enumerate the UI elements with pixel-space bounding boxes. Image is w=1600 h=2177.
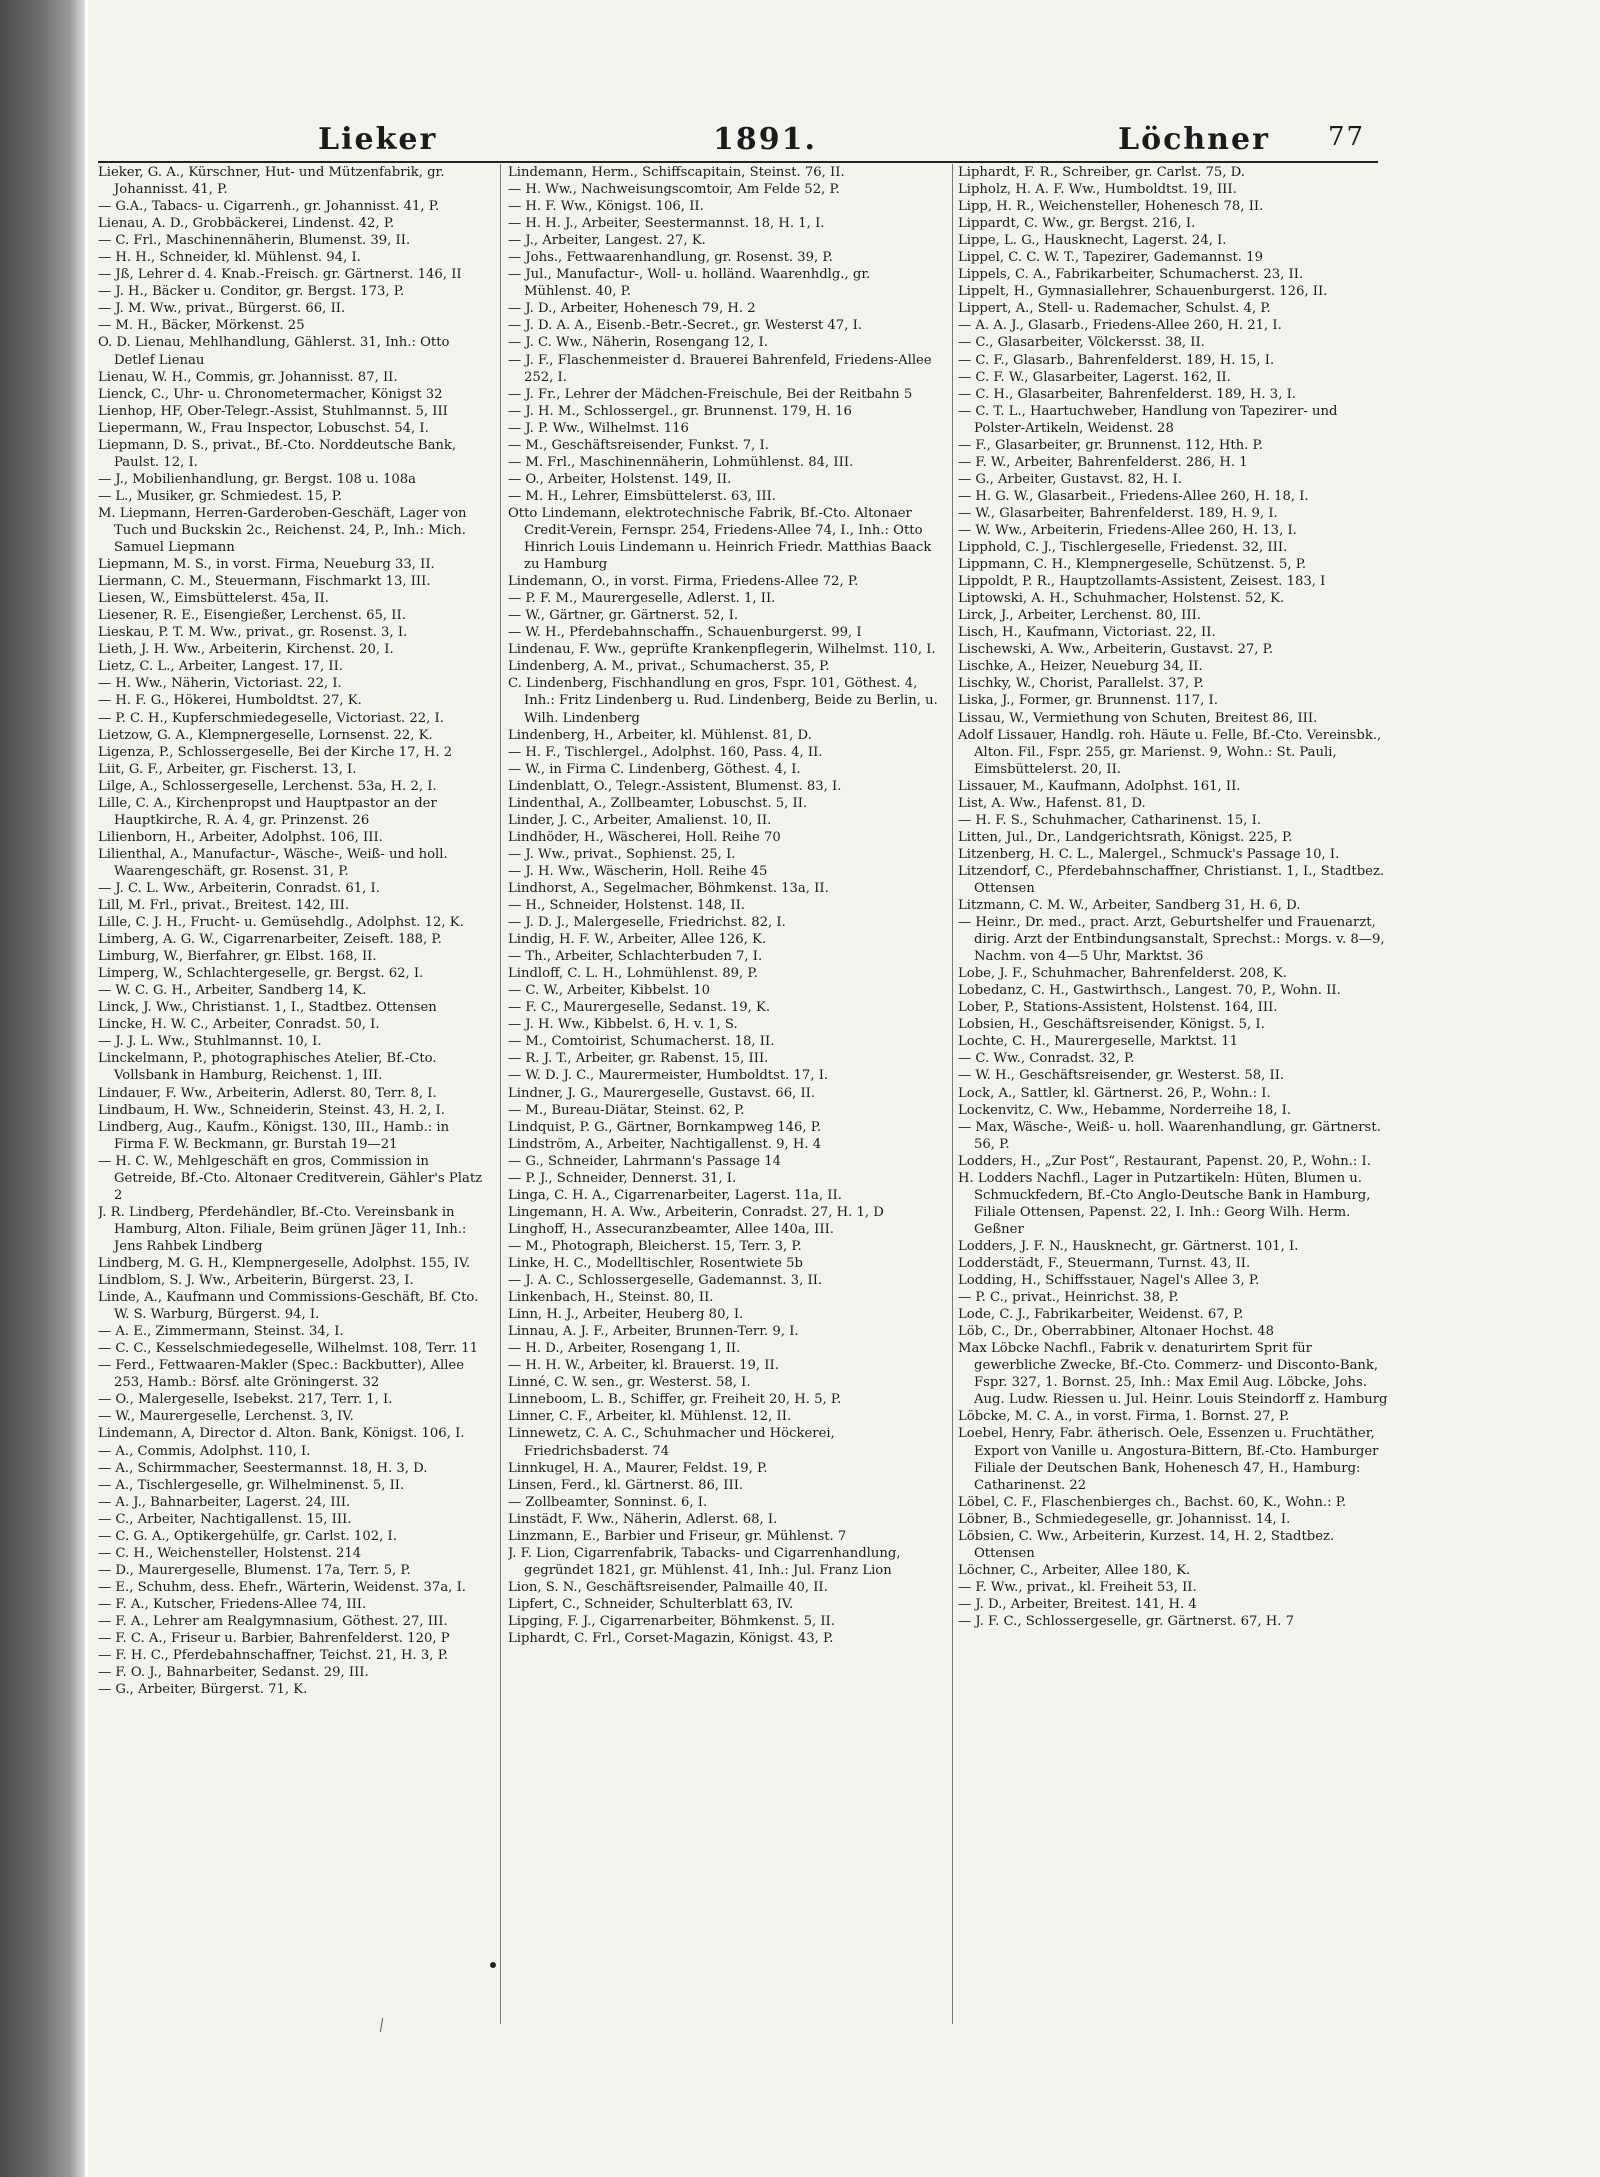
directory-entry: List, A. Ww., Hafenst. 81, D. (958, 795, 1146, 811)
directory-entry: — M., Geschäftsreisender, Funkst. 7, I. (508, 437, 769, 453)
directory-entry: Loebel, Henry, Fabr. ätherisch. Oele, Essenzen u. Fruchtäther, Export von Vanille u. Angostura-Bittern, Bf.-Cto. Hamburger Filiale der Deutschen Bank, Hohenesch 47, H., Hamburg: Catharinenst. 22 (958, 1426, 1379, 1493)
directory-entry: — M., Photograph, Bleicherst. 15, Terr. 3, P. (508, 1238, 802, 1254)
column-right (958, 164, 1388, 2044)
directory-entry: Lindquist, P. G., Gärtner, Bornkampweg 146, P. (508, 1119, 822, 1135)
directory-entry: Lipging, F. J., Cigarrenarbeiter, Böhmkenst. 5, II. (508, 1613, 835, 1629)
directory-entry: Lindhöder, H., Wäscherei, Holl. Reihe 70 (508, 829, 781, 845)
directory-entry: — P. C. H., Kupferschmiedegeselle, Victoriast. 22, I. (98, 710, 444, 726)
directory-entry: Limperg, W., Schlachtergeselle, gr. Bergst. 62, I. (98, 966, 424, 982)
directory-entry: Lindemann, A, Director d. Alton. Bank, Königst. 106, I. (98, 1426, 465, 1442)
directory-entry: — C. C., Kesselschmiedegeselle, Wilhelmst. 108, Terr. 11 (98, 1341, 478, 1357)
directory-entry: — J. D., Arbeiter, Hohenesch 79, H. 2 (508, 301, 756, 317)
directory-entry: — F. C., Maurergeselle, Sedanst. 19, K. (508, 1000, 771, 1016)
directory-entry: Lodding, H., Schiffsstauer, Nagel's Allee 3, P. (958, 1273, 1260, 1289)
directory-entry: — F. H. C., Pferdebahnschaffner, Teichst. 21, H. 3, P. (98, 1648, 449, 1664)
directory-entry: — W., Gärtner, gr. Gärtnerst. 52, I. (508, 608, 739, 624)
directory-entry: Lienau, W. H., Commis, gr. Johannisst. 87, II. (98, 369, 398, 385)
directory-entry: — Zollbeamter, Sonninst. 6, I. (508, 1494, 708, 1510)
directory-entry: Litzmann, C. M. W., Arbeiter, Sandberg 31, H. 6, D. (958, 898, 1301, 914)
directory-entry: — J. H. Ww., Kibbelst. 6, H. v. 1, S. (508, 1017, 738, 1033)
directory-entry: — H. Ww., Nachweisungscomtoir, Am Felde 52, P. (508, 182, 840, 198)
directory-entry: — J. P. Ww., Wilhelmst. 116 (508, 420, 689, 436)
directory-entry: — H. C. W., Mehlgeschäft en gros, Commission in Getreide, Bf.-Cto. Altonaer Creditverein, Gähler's Platz 2 (98, 1153, 483, 1203)
directory-entry: — J. F. C., Schlossergeselle, gr. Gärtnerst. 67, H. 7 (958, 1613, 1295, 1629)
directory-entry: Linnau, A. J. F., Arbeiter, Brunnen-Terr. 9, I. (508, 1324, 799, 1340)
directory-entry: — C., Glasarbeiter, Völckersst. 38, II. (958, 335, 1205, 351)
directory-entry: — J., Arbeiter, Langest. 27, K. (508, 233, 706, 249)
directory-entry: Linner, C. F., Arbeiter, kl. Mühlenst. 12, II. (508, 1409, 792, 1425)
directory-entry: Linke, H. C., Modelltischler, Rosentwiete 5b (508, 1256, 803, 1271)
directory-entry: — C. W., Arbeiter, Kibbelst. 10 (508, 983, 711, 999)
directory-entry: — J. J. L. Ww., Stuhlmannst. 10, I. (98, 1034, 322, 1050)
directory-entry: Löbel, C. F., Flaschenbierges ch., Bachst. 60, K., Wohn.: P. (958, 1494, 1347, 1510)
directory-entry: Liphardt, F. R., Schreiber, gr. Carlst. 75, D. (958, 165, 1245, 180)
directory-entry: — C., Arbeiter, Nachtigallenst. 15, III. (98, 1511, 352, 1527)
directory-entry: Lischewski, A. Ww., Arbeiterin, Gustavst. 27, P. (958, 642, 1274, 658)
directory-entry: — J., Mobilienhandlung, gr. Bergst. 108 u. 108a (98, 471, 417, 487)
directory-entry: Lockenvitz, C. Ww., Hebamme, Norderreihe 18, I. (958, 1102, 1292, 1118)
directory-entry: — J. H. M., Schlossergel., gr. Brunnenst. 179, H. 16 (508, 403, 852, 419)
directory-entry: — C. Frl., Maschinennäherin, Blumenst. 39, II. (98, 233, 411, 249)
directory-entry: Lion, S. N., Geschäftsreisender, Palmaille 40, II. (508, 1579, 828, 1595)
directory-entry: Lippert, A., Stell- u. Rademacher, Schulst. 4, P. (958, 301, 1271, 317)
directory-entry: — F. O. J., Bahnarbeiter, Sedanst. 29, III. (98, 1665, 369, 1681)
directory-entry: — A., Schirmmacher, Seestermannst. 18, H. 3, D. (98, 1460, 428, 1476)
directory-entry: Linde, A., Kaufmann und Commissions-Geschäft, Bf. Cto. W. S. Warburg, Bürgerst. 94, I. (98, 1290, 479, 1323)
directory-entry: Liesen, W., Eimsbüttelerst. 45a, II. (98, 591, 329, 607)
directory-entry: — O., Arbeiter, Holstenst. 149, II. (508, 471, 732, 487)
directory-entry: Lischky, W., Chorist, Parallelst. 37, P. (958, 676, 1204, 692)
page-dot-mark (490, 1962, 496, 1968)
directory-entry: Lieskau, P. T. M. Ww., privat., gr. Rosenst. 3, I. (98, 625, 408, 641)
directory-entry: — M., Comtoirist, Schumacherst. 18, II. (508, 1034, 775, 1050)
directory-entry: — H., Schneider, Holstenst. 148, II. (508, 898, 746, 914)
directory-entry: Lodders, H., „Zur Post“, Restaurant, Papenst. 20, P., Wohn.: I. (958, 1153, 1371, 1169)
directory-entry: Lindenberg, H., Arbeiter, kl. Mühlenst. 81, D. (508, 727, 812, 743)
directory-entry: Linghoff, H., Assecuranzbeamter, Allee 140a, III. (508, 1221, 835, 1237)
directory-entry: Linga, C. H. A., Cigarrenarbeiter, Lagerst. 11a, II. (508, 1187, 842, 1203)
directory-entry: Lischke, A., Heizer, Neueburg 34, II. (958, 659, 1203, 675)
directory-entry: J. F. Lion, Cigarrenfabrik, Tabacks- und Cigarrenhandlung, gegründet 1821, gr. Mühlenst. 41, Inh.: Jul. Franz Lion (508, 1545, 901, 1578)
directory-entry: — Johs., Fettwaarenhandlung, gr. Rosenst. 39, P. (508, 250, 833, 266)
directory-entry: — P. F. M., Maurergeselle, Adlerst. 1, II. (508, 591, 776, 607)
directory-entry: — J. Fr., Lehrer der Mädchen-Freischule, Bei der Reitbahn 5 (508, 386, 913, 402)
directory-entry: — G., Arbeiter, Bürgerst. 71, K. (98, 1682, 308, 1698)
directory-columns (98, 164, 1388, 2044)
directory-entry: Lirck, J., Arbeiter, Lerchenst. 80, III. (958, 608, 1201, 624)
directory-entry: Lippmann, C. H., Klempnergeselle, Schützenst. 5, P. (958, 557, 1307, 573)
directory-entry: Löb, C., Dr., Oberrabbiner, Altonaer Hochst. 48 (958, 1324, 1275, 1340)
directory-entry: — A., Commis, Adolphst. 110, I. (98, 1443, 311, 1459)
directory-entry: Lindenthal, A., Zollbeamter, Lobuschst. 5, II. (508, 795, 808, 811)
directory-entry: Lienck, C., Uhr- u. Chronometermacher, Königst 32 (98, 386, 443, 402)
directory-entry: — W. H., Geschäftsreisender, gr. Westerst. 58, II. (958, 1068, 1285, 1084)
directory-entry: Lodderstädt, F., Steuermann, Turnst. 43, II. (958, 1256, 1251, 1271)
directory-entry: — H. H. J., Arbeiter, Seestermannst. 18, H. 1, I. (508, 216, 825, 232)
directory-entry: J. R. Lindberg, Pferdehändler, Bf.-Cto. Vereinsbank in Hamburg, Alton. Filiale, Beim grünen Jäger 11, Inh.: Jens Rahbek Lindberg (98, 1204, 467, 1254)
directory-entry: — M., Bureau-Diätar, Steinst. 62, P. (508, 1102, 745, 1118)
directory-entry: — A., Tischlergeselle, gr. Wilhelminenst. 5, II. (98, 1477, 405, 1493)
directory-entry: Otto Lindemann, elektrotechnische Fabrik, Bf.-Cto. Altonaer Credit-Verein, Fernspr. 254, Friedens-Allee 74, I., Inh.: Otto Hinrich Louis Lindemann u. Heinrich Friedr. Matthias Baack zu Hamburg (508, 505, 932, 573)
directory-entry: Limburg, W., Bierfahrer, gr. Elbst. 168, II. (98, 949, 377, 965)
directory-entry: Lindbaum, H. Ww., Schneiderin, Steinst. 43, H. 2, I. (98, 1102, 445, 1118)
directory-entry: — C. T. L., Haartuchweber, Handlung von Tapezirer- und Polster-Artikeln, Weidenst. 28 (958, 403, 1338, 436)
directory-entry: — G., Arbeiter, Gustavst. 82, H. I. (958, 471, 1182, 487)
directory-entry: Lober, P., Stations-Assistent, Holstenst. 164, III. (958, 1000, 1278, 1016)
directory-entry: Lippel, C. C. W. T., Tapezirer, Gademannst. 19 (958, 250, 1263, 266)
directory-entry: — J. C. Ww., Näherin, Rosengang 12, I. (508, 335, 768, 351)
directory-entry: Lieth, J. H. Ww., Arbeiterin, Kirchenst. 20, I. (98, 642, 394, 658)
header-first-entry: Lieker (318, 122, 438, 157)
directory-entry: Lingemann, H. A. Ww., Arbeiterin, Conradst. 27, H. 1, D (508, 1204, 884, 1220)
directory-entry: — H. D., Arbeiter, Rosengang 1, II. (508, 1341, 741, 1357)
directory-entry: — F. A., Lehrer am Realgymnasium, Göthest. 27, III. (98, 1613, 448, 1629)
directory-entry: — F. Ww., privat., kl. Freiheit 53, II. (958, 1579, 1197, 1595)
directory-entry: — M. H., Lehrer, Eimsbüttelerst. 63, III. (508, 488, 776, 504)
directory-entry: — H. F. Ww., Königst. 106, II. (508, 199, 704, 215)
directory-entry: — Jß, Lehrer d. 4. Knab.-Freisch. gr. Gärtnerst. 146, II (98, 267, 462, 283)
directory-entry: Liptowski, A. H., Schuhmacher, Holstenst. 52, K. (958, 591, 1285, 607)
directory-entry: — C. F. W., Glasarbeiter, Lagerst. 162, II. (958, 369, 1231, 385)
directory-entry: — C. G. A., Optikergehülfe, gr. Carlst. 102, I. (98, 1528, 397, 1544)
directory-entry: — F. C. A., Friseur u. Barbier, Bahrenfelderst. 120, P (98, 1631, 450, 1647)
directory-entry: Linstädt, F. Ww., Näherin, Adlerst. 68, I. (508, 1511, 778, 1527)
directory-entry: — H. H., Schneider, kl. Mühlenst. 94, I. (98, 250, 361, 266)
directory-entry: — C. Ww., Conradst. 32, P. (958, 1051, 1135, 1067)
directory-entry: — H. Ww., Näherin, Victoriast. 22, I. (98, 676, 342, 692)
directory-entry: Lippelt, H., Gymnasiallehrer, Schauenburgerst. 126, II. (958, 284, 1328, 300)
directory-entry: — W., in Firma C. Lindenberg, Göthest. 4, I. (508, 761, 801, 777)
directory-entry: Lienhop, HF, Ober-Telegr.-Assist, Stuhlmannst. 5, III (98, 403, 448, 419)
directory-entry: Lobedanz, C. H., Gastwirthsch., Langest. 70, P., Wohn. II. (958, 983, 1341, 999)
directory-entry: Linsen, Ferd., kl. Gärtnerst. 86, III. (508, 1477, 744, 1493)
directory-entry: Litzenberg, H. C. L., Malergel., Schmuck's Passage 10, I. (958, 846, 1340, 862)
directory-entry: Löbcke, M. C. A., in vorst. Firma, 1. Bornst. 27, P. (958, 1409, 1290, 1425)
directory-entry: Lindig, H. F. W., Arbeiter, Allee 126, K. (508, 932, 767, 948)
directory-entry: Lille, C. J. H., Frucht- u. Gemüsehdlg., Adolphst. 12, K. (98, 915, 464, 931)
directory-entry: H. Lodders Nachfl., Lager in Putzartikeln: Hüten, Blumen u. Schmuckfedern, Bf.-Cto Anglo-Deutsche Bank in Hamburg, Filiale Ottensen, Papenst. 22, I. Inh.: Georg Wilh. Herm. Geßner (958, 1170, 1371, 1237)
directory-entry: Liepermann, W., Frau Inspector, Lobuschst. 54, I. (98, 420, 429, 436)
directory-entry: Lochte, C. H., Maurergeselle, Marktst. 11 (958, 1034, 1239, 1050)
directory-entry: — H. G. W., Glasarbeit., Friedens-Allee 260, H. 18, I. (958, 488, 1309, 504)
column-left (98, 164, 488, 2044)
directory-entry: Lindemann, O., in vorst. Firma, Friedens-Allee 72, P. (508, 574, 859, 590)
directory-entry: Liermann, C. M., Steuermann, Fischmarkt 13, III. (98, 574, 431, 590)
directory-entry: Lill, M. Frl., privat., Breitest. 142, III. (98, 898, 350, 914)
directory-entry: Ligenza, P., Schlossergeselle, Bei der Kirche 17, H. 2 (98, 744, 453, 760)
directory-entry: — J. H. Ww., Wäscherin, Holl. Reihe 45 (508, 863, 768, 879)
directory-entry: — J. D. J., Malergeselle, Friedrichst. 82, I. (508, 915, 786, 931)
directory-entry: Lietzow, G. A., Klempnergeselle, Lornsenst. 22, K. (98, 727, 433, 743)
directory-entry: Lilge, A., Schlossergeselle, Lerchenst. 53a, H. 2, I. (98, 778, 437, 794)
directory-entry: — C. H., Weichensteller, Holstenst. 214 (98, 1545, 362, 1561)
directory-entry: — W. H., Pferdebahnschaffn., Schauenburgerst. 99, I (508, 625, 862, 641)
directory-entry: — W. Ww., Arbeiterin, Friedens-Allee 260, H. 13, I. (958, 522, 1297, 538)
directory-entry: — J. M. Ww., privat., Bürgerst. 66, II. (98, 301, 346, 317)
directory-entry: Lipp, H. R., Weichensteller, Hohenesch 78, II. (958, 199, 1264, 215)
directory-entry: Lindhorst, A., Segelmacher, Böhmkenst. 13a, II. (508, 880, 829, 896)
directory-entry: Linck, J. Ww., Christianst. 1, I., Stadtbez. Ottensen (98, 1000, 437, 1016)
directory-entry: — F., Glasarbeiter, gr. Brunnenst. 112, Hth. P. (958, 437, 1263, 453)
directory-entry: — P. J., Schneider, Dennerst. 31, I. (508, 1170, 737, 1186)
directory-entry: Lissau, W., Vermiethung von Schuten, Breitest 86, III. (958, 710, 1318, 726)
directory-entry: Liska, J., Former, gr. Brunnenst. 117, I. (958, 693, 1218, 709)
directory-entry: Linckelmann, P., photographisches Atelier, Bf.-Cto. Vollsbank in Hamburg, Reichenst. 1, III. (98, 1051, 437, 1084)
directory-entry: Lietz, C. L., Arbeiter, Langest. 17, II. (98, 659, 343, 675)
directory-entry: — Th., Arbeiter, Schlachterbuden 7, I. (508, 949, 763, 965)
directory-entry: Lindloff, C. L. H., Lohmühlenst. 89, P. (508, 966, 758, 982)
directory-entry: Lindenblatt, O., Telegr.-Assistent, Blumenst. 83, I. (508, 778, 842, 794)
directory-entry: Lippardt, C. Ww., gr. Bergst. 216, I. (958, 216, 1196, 232)
directory-entry: — H. F. S., Schuhmacher, Catharinenst. 15, I. (958, 812, 1262, 828)
directory-entry: Lincke, H. W. C., Arbeiter, Conradst. 50, I. (98, 1017, 380, 1033)
directory-entry: Litten, Jul., Dr., Landgerichtsrath, Königst. 225, P. (958, 829, 1293, 845)
directory-entry: Linn, H. J., Arbeiter, Heuberg 80, I. (508, 1307, 744, 1323)
directory-entry: Lippels, C. A., Fabrikarbeiter, Schumacherst. 23, II. (958, 267, 1304, 283)
directory-entry: Löchner, C., Arbeiter, Allee 180, K. (958, 1562, 1191, 1578)
directory-entry: — J. C. L. Ww., Arbeiterin, Conradst. 61, I. (98, 880, 380, 896)
directory-entry: Löbsien, C. Ww., Arbeiterin, Kurzest. 14, H. 2, Stadtbez. Ottensen (958, 1528, 1335, 1561)
directory-entry: — W. D. J. C., Maurermeister, Humboldtst. 17, I. (508, 1068, 829, 1084)
directory-entry: Linkenbach, H., Steinst. 80, II. (508, 1290, 714, 1306)
directory-entry: Liepmann, D. S., privat., Bf.-Cto. Norddeutsche Bank, Paulst. 12, I. (98, 437, 457, 470)
directory-entry: — W. C. G. H., Arbeiter, Sandberg 14, K. (98, 983, 367, 999)
directory-entry: — Jul., Manufactur-, Woll- u. holländ. Waarenhdlg., gr. Mühlenst. 40, P. (508, 267, 871, 300)
directory-entry: — C. F., Glasarb., Bahrenfelderst. 189, H. 15, I. (958, 352, 1275, 368)
directory-entry: Lipholz, H. A. F. Ww., Humboldtst. 19, III. (958, 182, 1237, 198)
directory-entry: — Max, Wäsche-, Weiß- u. holl. Waarenhandlung, gr. Gärtnerst. 56, P. (958, 1119, 1381, 1152)
directory-entry: — C. H., Glasarbeiter, Bahrenfelderst. 189, H. 3, I. (958, 386, 1296, 402)
directory-entry: — J. A. C., Schlossergeselle, Gademannst. 3, II. (508, 1273, 823, 1289)
directory-entry: Lisch, H., Kaufmann, Victoriast. 22, II. (958, 625, 1216, 641)
directory-entry: — A. A. J., Glasarb., Friedens-Allee 260, H. 21, I. (958, 318, 1282, 334)
directory-entry: — F. W., Arbeiter, Bahrenfelderst. 286, H. 1 (958, 454, 1248, 470)
directory-entry: — J. D., Arbeiter, Breitest. 141, H. 4 (958, 1596, 1197, 1612)
directory-entry: — P. C., privat., Heinrichst. 38, P. (958, 1290, 1179, 1306)
directory-entry: Lindenau, F. Ww., geprüfte Krankenpflegerin, Wilhelmst. 110, I. (508, 642, 936, 658)
directory-page (88, 0, 1600, 2177)
directory-entry: — Ferd., Fettwaaren-Makler (Spec.: Backbutter), Allee 253, Hamb.: Börsf. alte Gröningerst. 32 (98, 1358, 465, 1391)
directory-entry: Lille, C. A., Kirchenpropst und Hauptpastor an der Hauptkirche, R. A. 4, gr. Prinzenst. 26 (98, 795, 437, 828)
directory-entry: Adolf Lissauer, Handlg. roh. Häute u. Felle, Bf.-Cto. Vereinsbk., Alton. Fil., Fspr. 255, gr. Marienst. 9, Wohn.: St. Pauli, Eimsbüttelerst. 20, II. (958, 727, 1382, 777)
header-last-entry: Löchner (1118, 122, 1270, 157)
directory-entry: Lode, C. J., Fabrikarbeiter, Weidenst. 67, P. (958, 1307, 1244, 1323)
directory-entry: — E., Schuhm, dess. Ehefr., Wärterin, Weidenst. 37a, I. (98, 1579, 466, 1595)
directory-entry: Linder, J. C., Arbeiter, Amalienst. 10, II. (508, 812, 772, 828)
directory-entry: Lindberg, M. G. H., Klempnergeselle, Adolphst. 155, IV. (98, 1256, 471, 1271)
directory-entry: C. Lindenberg, Fischhandlung en gros, Fspr. 101, Göthest. 4, Inh.: Fritz Lindenberg u. Rud. Lindenberg, Beide zu Berlin, u. Wilh. Lindenberg (508, 676, 938, 726)
directory-entry: — Heinr., Dr. med., pract. Arzt, Geburtshelfer und Frauenarzt, dirig. Arzt der Entbindungsanstalt, Sprechst.: Morgs. v. 8—9, Nachm. von 4—5 Uhr, Marktst. 36 (958, 915, 1385, 965)
directory-entry: Lindberg, Aug., Kaufm., Königst. 130, III., Hamb.: in Firma F. W. Beckmann, gr. Burstah 19—21 (98, 1119, 450, 1152)
directory-entry: — M. Frl., Maschinennäherin, Lohmühlenst. 84, III. (508, 454, 854, 470)
directory-entry: Linné, C. W. sen., gr. Westerst. 58, I. (508, 1375, 751, 1391)
directory-entry: Liesener, R. E., Eisengießer, Lerchenst. 65, II. (98, 608, 406, 624)
directory-entry: — L., Musiker, gr. Schmiedest. 15, P. (98, 488, 343, 504)
directory-entry: Linnewetz, C. A. C., Schuhmacher und Höckerei, Friedrichsbaderst. 74 (508, 1426, 835, 1459)
directory-entry: Lock, A., Sattler, kl. Gärtnerst. 26, P., Wohn.: I. (958, 1085, 1271, 1101)
directory-entry: Lieker, G. A., Kürschner, Hut- und Mützenfabrik, gr. Johannisst. 41, P. (98, 165, 445, 198)
directory-entry: Lodders, J. F. N., Hausknecht, gr. Gärtnerst. 101, I. (958, 1238, 1299, 1254)
directory-entry: Lipphold, C. J., Tischlergeselle, Friedenst. 32, III. (958, 540, 1288, 556)
directory-entry: — D., Maurergeselle, Blumenst. 17a, Terr. 5, P. (98, 1562, 411, 1578)
header-rule (98, 161, 1378, 163)
directory-entry: Lissauer, M., Kaufmann, Adolphst. 161, II. (958, 778, 1241, 794)
directory-entry: Lilienborn, H., Arbeiter, Adolphst. 106, III. (98, 829, 383, 845)
directory-entry: Lienau, A. D., Grobbäckerei, Lindenst. 42, P. (98, 216, 395, 232)
directory-entry: — F. A., Kutscher, Friedens-Allee 74, III. (98, 1596, 367, 1612)
directory-entry: Lobe, J. F., Schuhmacher, Bahrenfelderst. 208, K. (958, 966, 1287, 982)
directory-entry: — J. H., Bäcker u. Conditor, gr. Bergst. 173, P. (98, 284, 405, 300)
directory-entry: — J. F., Flaschenmeister d. Brauerei Bahrenfeld, Friedens-Allee 252, I. (508, 352, 932, 385)
directory-entry: Linnkugel, H. A., Maurer, Feldst. 19, P. (508, 1460, 768, 1476)
directory-entry: — R. J. T., Arbeiter, gr. Rabenst. 15, III. (508, 1051, 769, 1067)
directory-entry: Lilienthal, A., Manufactur-, Wäsche-, Weiß- und holl. Waarengeschäft, gr. Rosenst. 31, P. (98, 846, 448, 879)
directory-entry: Lipfert, C., Schneider, Schulterblatt 63, IV. (508, 1596, 794, 1612)
directory-entry: Liit, G. F., Arbeiter, gr. Fischerst. 13, I. (98, 761, 357, 777)
directory-entry: — W., Maurergeselle, Lerchenst. 3, IV. (98, 1409, 354, 1425)
directory-entry: Linzmann, E., Barbier und Friseur, gr. Mühlenst. 7 (508, 1528, 847, 1544)
directory-entry: Lindenberg, A. M., privat., Schumacherst. 35, P. (508, 659, 830, 675)
directory-entry: Lindström, A., Arbeiter, Nachtigallenst. 9, H. 4 (508, 1136, 822, 1152)
header-year: 1891. (713, 122, 817, 157)
directory-entry: — A. J., Bahnarbeiter, Lagerst. 24, III. (98, 1494, 351, 1510)
directory-entry: Liphardt, C. Frl., Corset-Magazin, Königst. 43, P. (508, 1631, 834, 1647)
directory-entry: — J. Ww., privat., Sophienst. 25, I. (508, 846, 736, 862)
directory-entry: O. D. Lienau, Mehlhandlung, Gählerst. 31, Inh.: Otto Detlef Lienau (98, 335, 450, 368)
directory-entry: Lindner, J. G., Maurergeselle, Gustavst. 66, II. (508, 1085, 816, 1101)
directory-entry: Lindblom, S. J. Ww., Arbeiterin, Bürgerst. 23, I. (98, 1273, 414, 1289)
directory-entry: — G.A., Tabacs- u. Cigarrenh., gr. Johannisst. 41, P. (98, 199, 440, 215)
directory-entry: M. Liepmann, Herren-Garderoben-Geschäft, Lager von Tuch und Buckskin 2c., Reichenst. 24, P., Inh.: Mich. Samuel Liepmann (98, 505, 467, 556)
directory-entry: Lindemann, Herm., Schiffscapitain, Steinst. 76, II. (508, 165, 845, 180)
directory-entry: — J. D. A. A., Eisenb.-Betr.-Secret., gr. Westerst 47, I. (508, 318, 862, 334)
directory-entry: — H. H. W., Arbeiter, kl. Brauerst. 19, II. (508, 1358, 779, 1374)
directory-entry: — M. H., Bäcker, Mörkenst. 25 (98, 318, 305, 334)
directory-entry: — G., Schneider, Lahrmann's Passage 14 (508, 1153, 782, 1169)
directory-entry: — A. E., Zimmermann, Steinst. 34, I. (98, 1324, 344, 1340)
directory-entry: — O., Malergeselle, Isebekst. 217, Terr. 1, I. (98, 1392, 393, 1408)
directory-entry: — H. F. G., Hökerei, Humboldtst. 27, K. (98, 693, 362, 709)
directory-entry: — W., Glasarbeiter, Bahrenfelderst. 189, H. 9, I. (958, 505, 1278, 521)
directory-entry: Linneboom, L. B., Schiffer, gr. Freiheit 20, H. 5, P. (508, 1392, 842, 1408)
directory-entry: Max Löbcke Nachfl., Fabrik v. denaturirtem Sprit für gewerbliche Zwecke, Bf.-Cto. Commerz- und Disconto-Bank, Fspr. 327, 1. Bornst. 25, Inh.: Max Emil Aug. Löbcke, Johs. Aug. Ludw. Riessen u. Jul. Heinr. Louis Steindorff z. Hamburg (958, 1341, 1388, 1408)
directory-entry: Limberg, A. G. W., Cigarrenarbeiter, Zeiseft. 188, P. (98, 932, 442, 948)
directory-entry: Lippoldt, P. R., Hauptzollamts-Assistent, Zeisest. 183, I (958, 574, 1326, 590)
column-middle (508, 164, 938, 2044)
directory-entry: Liepmann, M. S., in vorst. Firma, Neueburg 33, II. (98, 557, 435, 573)
directory-entry: Löbner, B., Schmiedegeselle, gr. Johannisst. 14, I. (958, 1511, 1291, 1527)
directory-entry: Lobsien, H., Geschäftsreisender, Königst. 5, I. (958, 1017, 1265, 1033)
directory-entry: — H. F., Tischlergel., Adolphst. 160, Pass. 4, II. (508, 744, 823, 760)
directory-entry: Litzendorf, C., Pferdebahnschaffner, Christianst. 1, I., Stadtbez. Ottensen (958, 863, 1385, 896)
page-number: 77 (1328, 122, 1366, 152)
scan-binding-edge (0, 0, 86, 2177)
directory-entry: Lindauer, F. Ww., Arbeiterin, Adlerst. 80, Terr. 8, I. (98, 1085, 437, 1101)
directory-entry: Lippe, L. G., Hausknecht, Lagerst. 24, I. (958, 233, 1227, 249)
